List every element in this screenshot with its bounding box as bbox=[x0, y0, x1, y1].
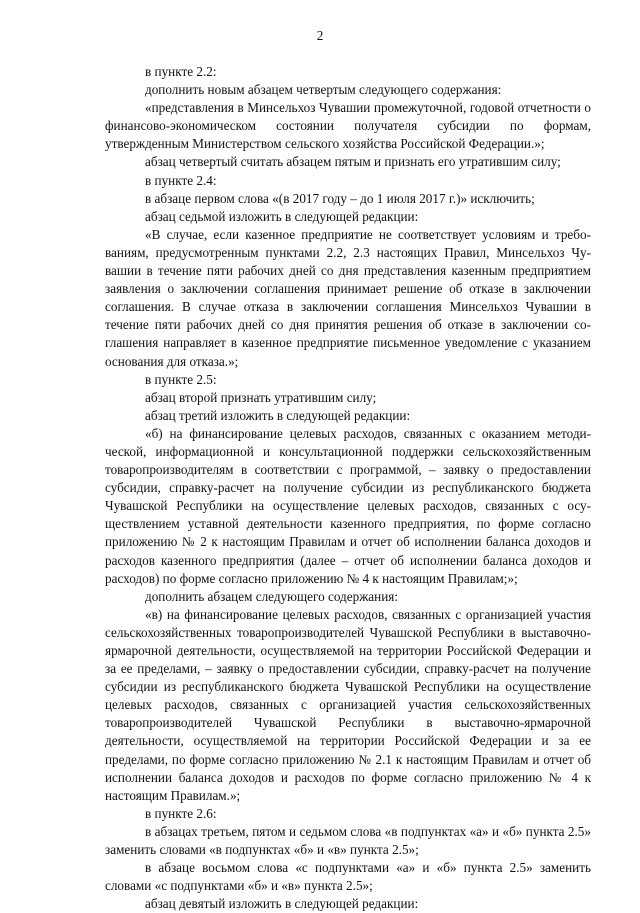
paragraph-fourth-to-fifth: абзац четвертый считать абзацем пятым и признать его утратившим силу; bbox=[145, 154, 561, 170]
paragraph-p2-2-heading: в пункте 2.2: bbox=[145, 64, 217, 79]
paragraph-exclude-words: в абзаце первом слова «(в 2017 году – до 1 июля 2017 г.)» исключить; bbox=[145, 190, 535, 206]
paragraph-p2-6-heading: в пункте 2.6: bbox=[145, 805, 217, 821]
paragraph-p2-5-heading: в пункте 2.5: bbox=[145, 371, 217, 387]
paragraph-refusal-quote: «В случае, если казенное предприятие не соответствует условиям и требованиям, предусмотренным пунктами 2.2, 2.3 настоящих Правил, Минсельхоз Чувашии в течение пяти рабочих дней со дня представления казенным предприятием заявления о заключении соглашения принимает решение об отказе в заключении соглашения. В случае отказа в заключении соглашения Минсельхоз Чувашии в течение пяти рабочих дней со дня принятия решения об отказе в заключении соглашения направляет в казенное предприятие письменное уведомление с указанием основания для отказа.»; bbox=[105, 226, 591, 369]
document-body bbox=[105, 63, 591, 913]
paragraph-replace-words-2: в абзаце восьмом слова «с подпунктами «а» и «б» пункта 2.5» заменить словами «с подпунктами «б» и «в» пункта 2.5»; bbox=[105, 860, 591, 894]
paragraph-third-edit: абзац третий изложить в следующей редакции: bbox=[145, 407, 411, 423]
paragraph-p2-4-heading: в пункте 2.4: bbox=[145, 172, 217, 188]
page-number: 2 bbox=[316, 28, 324, 43]
paragraph-ninth-edit: абзац девятый изложить в следующей редакции: bbox=[145, 896, 419, 912]
paragraph-reporting-quote: «представления в Минсельхоз Чувашии промежуточной, годовой отчетности о финансово-экономическом состоянии получателя субсидии по формам, утвержденным Министерством сельского хозяйства Российской Федерации.»; bbox=[105, 100, 591, 152]
paragraph-add-paragraph: дополнить абзацем следующего содержания: bbox=[145, 588, 399, 604]
paragraph-second-void: абзац второй признать утратившим силу; bbox=[145, 389, 377, 405]
paragraph-add-fourth: дополнить новым абзацем четвертым следующего содержания: bbox=[145, 82, 502, 98]
paragraph-item-b-quote: «б) на финансирование целевых расходов, связанных с оказанием методической, информационной и консультационной поддержки сельскохозяйственным товаропроизводителям в соответствии с программой, – заявку о предоставлении субсидии, справку-расчет на получение субсидии из республиканского бюджета Чувашской Республики на осуществление целевых расходов, связанных с осуществлением уставной деятельности казенного предприятия, по форме согласно приложению № 2 к настоящим Правилам и отчет об исполнении баланса доходов и расходов казенного предприятия (далее – отчет об исполнении баланса доходов и расходов) по форме согласно приложению № 4 к настоящим Правилам;»; bbox=[105, 425, 591, 586]
paragraph-item-v-quote: «в) на финансирование целевых расходов, связанных с организацией участия сельскохозяйственных товаропроизводителей Чувашской Республики в выставочно-ярмарочной деятельности, осуществляемой на территории Российской Федерации и за ее пределами, – заявку о предоставлении субсидии, справку-расчет на получение субсидии из республиканского бюджета Чувашской Республики на осуществление целевых расходов, связанных с организацией участия сельскохозяйственных товаропроизводителей Чувашской Республики в выставочно-ярмарочной деятельности, осуществляемой на территории Российской Федерации и за ее пределами, по форме согласно приложению № 2.1 к настоящим Правилам и отчет об исполнении баланса доходов и расходов по форме согласно приложению № 4 к настоящим Правилам.»; bbox=[105, 606, 591, 803]
paragraph-replace-words-1: в абзацах третьем, пятом и седьмом слова «в подпунктах «а» и «б» пункта 2.5» заменить словами «в подпунктах «б» и «в» пункта 2.5»; bbox=[105, 823, 591, 858]
paragraph-seventh-edit: абзац седьмой изложить в следующей редакции: bbox=[145, 208, 419, 224]
